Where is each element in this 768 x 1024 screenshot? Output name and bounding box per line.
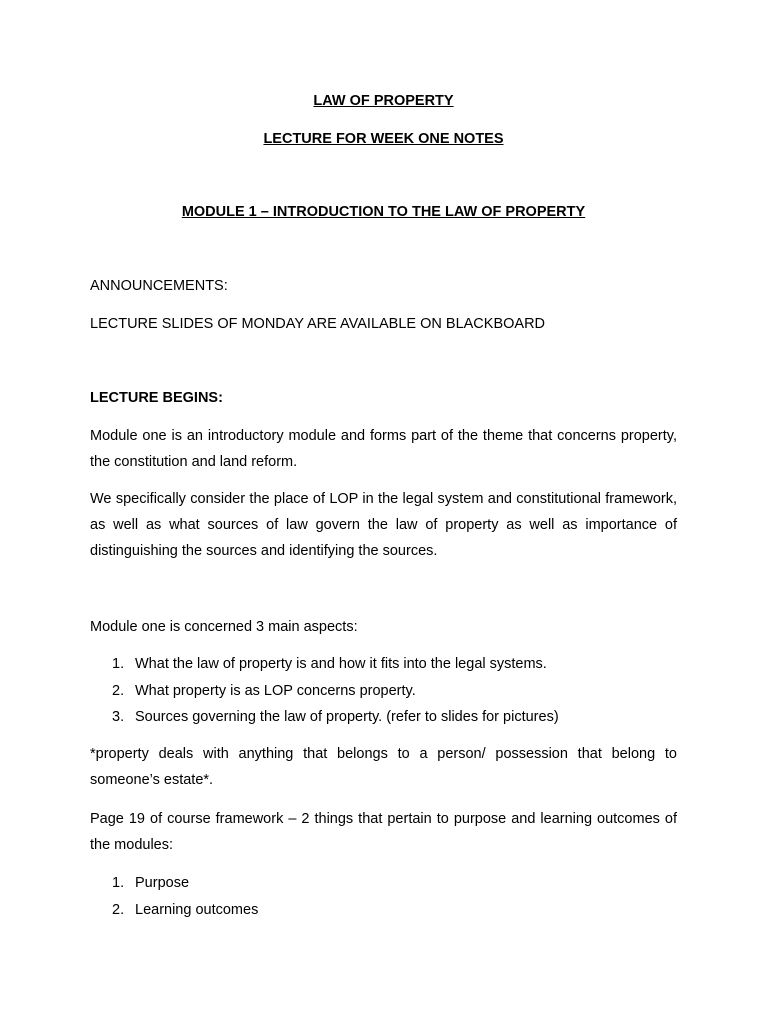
list-number: 2. bbox=[112, 901, 125, 918]
list-text: Purpose bbox=[135, 875, 190, 891]
list-item bbox=[112, 875, 258, 902]
list-number: 1. bbox=[112, 656, 125, 672]
list-text: Sources governing the law of property. (refer to slides for pictures) bbox=[135, 709, 559, 725]
property-note: *property deals with anything that belongs to a person/ possession that belong to someone’s estate*. bbox=[90, 746, 677, 788]
list-number: 1. bbox=[112, 875, 125, 891]
page19-paragraph: Page 19 of course framework – 2 things that pertain to purpose and learning outcomes of the modules: bbox=[90, 811, 677, 853]
list-item bbox=[112, 656, 559, 683]
lecture-begins-heading: LECTURE BEGINS: bbox=[90, 390, 223, 406]
list-text: What property is as LOP concerns property. bbox=[135, 682, 416, 699]
list-item bbox=[112, 709, 559, 736]
list-text: Learning outcomes bbox=[135, 901, 259, 918]
paragraph-intro: Module one is an introductory module and forms part of the theme that concerns property, the constitution and land reform. bbox=[90, 428, 677, 470]
aspects-list bbox=[112, 656, 559, 736]
list-number: 2. bbox=[112, 682, 125, 699]
list-item bbox=[112, 683, 559, 710]
list-item bbox=[112, 902, 258, 929]
document-subtitle: LECTURE FOR WEEK ONE NOTES bbox=[263, 131, 504, 147]
aspects-intro: Module one is concerned 3 main aspects: bbox=[90, 619, 358, 635]
paragraph-scope: We specifically consider the place of LOP in the legal system and constitutional framework, as well as what sources of law govern the law of property as well as importance of distinguishing the sources and identifying the sources. bbox=[90, 491, 677, 559]
document-title: LAW OF PROPERTY bbox=[313, 93, 454, 109]
announcements-label: ANNOUNCEMENTS: bbox=[90, 278, 228, 294]
list-text: What the law of property is and how it fits into the legal systems. bbox=[135, 656, 547, 672]
module-heading: MODULE 1 – INTRODUCTION TO THE LAW OF PROPERTY bbox=[181, 204, 586, 220]
announcement-text: LECTURE SLIDES OF MONDAY ARE AVAILABLE ON BLACKBOARD bbox=[90, 316, 546, 332]
list-number: 3. bbox=[112, 709, 125, 725]
outcomes-list bbox=[112, 875, 258, 928]
